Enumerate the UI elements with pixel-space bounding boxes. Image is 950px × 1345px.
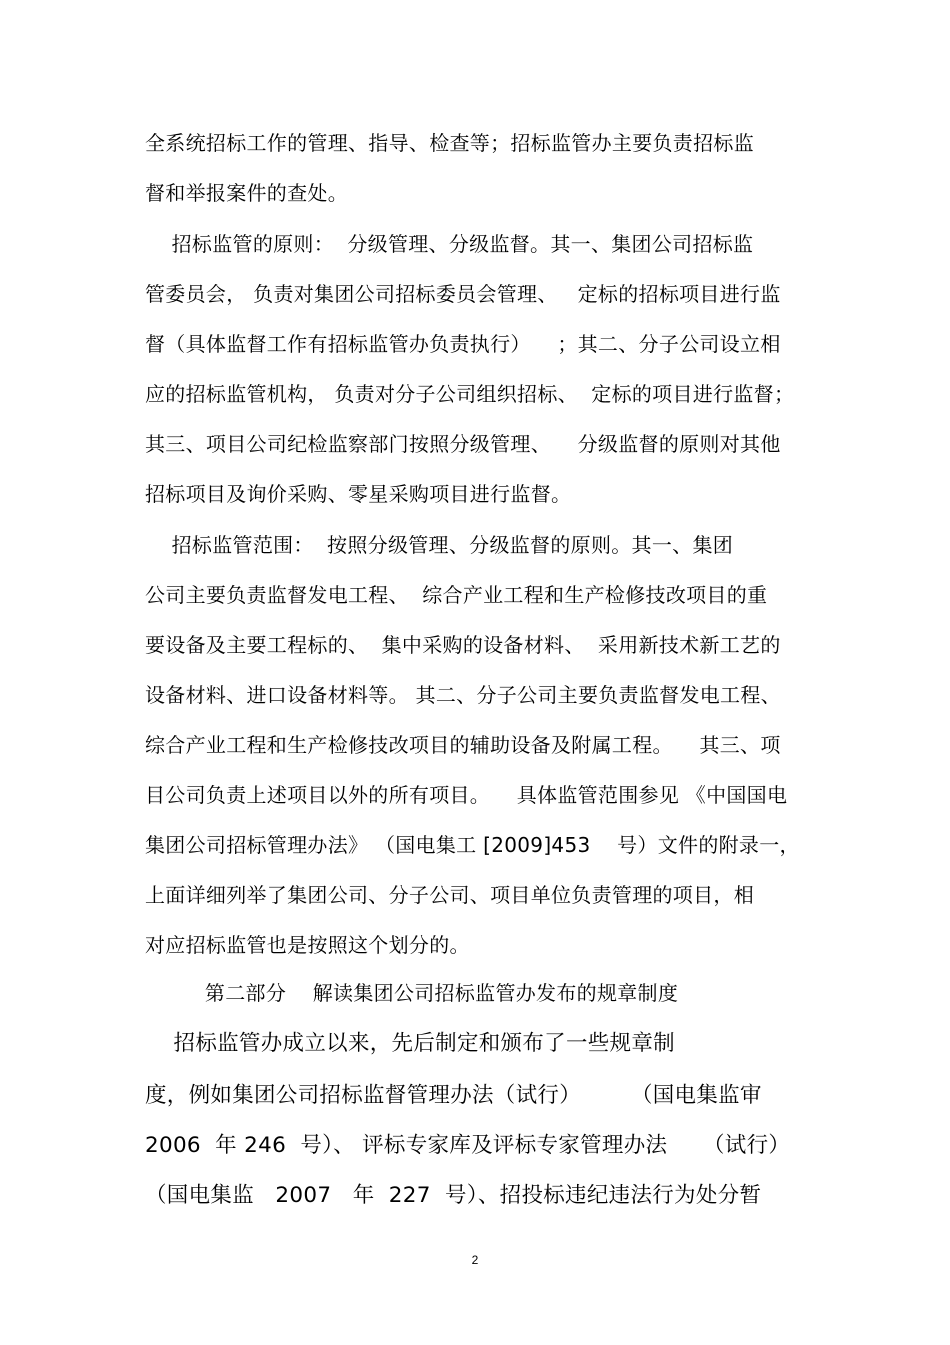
text-line-1: 全系统招标工作的管理、指导、检查等；招标监管办主要负责招标监 bbox=[145, 131, 754, 155]
text-line-4: 管委员会， 负责对集团公司招标委员会管理、 定标的招标项目进行监 bbox=[145, 282, 781, 306]
text-line-5: 督（具体监督工作有招标监管办负责执行） ；其二、分子公司设立相 bbox=[145, 332, 781, 356]
text-line-11: 要设备及主要工程标的、 集中采购的设备材料、 采用新技术新工艺的 bbox=[145, 633, 781, 657]
text-line-2: 督和举报案件的查处。 bbox=[145, 181, 348, 205]
text-line-20: 度，例如集团公司招标监督管理办法（试行） （国电集监审 bbox=[145, 1083, 762, 1108]
text-line-16: 上面详细列举了集团公司、分子公司、项目单位负责管理的项目，相 bbox=[145, 883, 754, 907]
text-line-3: 招标监管的原则： 分级管理、分级监督。其一、集团公司招标监 bbox=[145, 232, 754, 256]
text-line-8: 招标项目及询价采购、零星采购项目进行监督。 bbox=[145, 482, 572, 506]
text-line-19: 招标监管办成立以来，先后制定和颁布了一些规章制 bbox=[145, 1031, 675, 1056]
text-line-7: 其三、项目公司纪检监察部门按照分级管理、 分级监督的原则对其他 bbox=[145, 432, 781, 456]
text-line-22: （国电集监 2007 年 227 号）、招投标违纪违法行为处分暂 bbox=[145, 1183, 762, 1208]
text-line-17: 对应招标监管也是按照这个划分的。 bbox=[145, 933, 470, 957]
text-line-14: 目公司负责上述项目以外的所有项目。 具体监管范围参见 《中国国电 bbox=[145, 783, 788, 807]
text-line-9: 招标监管范围： 按照分级管理、分级监督的原则。其一、集团 bbox=[145, 533, 734, 557]
page-number: 2 bbox=[471, 1253, 479, 1267]
section-heading: 第二部分 解读集团公司招标监管办发布的规章制度 bbox=[145, 981, 679, 1005]
text-line-10: 公司主要负责监督发电工程、 综合产业工程和生产检修技改项目的重 bbox=[145, 583, 768, 607]
text-line-15: 集团公司招标管理办法》 （国电集工 [2009]453 号）文件的附录一， bbox=[145, 833, 800, 857]
text-line-13: 综合产业工程和生产检修技改项目的辅助设备及附属工程。 其三、项 bbox=[145, 733, 781, 757]
text-line-12: 设备材料、进口设备材料等。 其二、分子公司主要负责监督发电工程、 bbox=[145, 683, 781, 707]
text-line-6: 应的招标监管机构， 负责对分子公司组织招标、 定标的项目进行监督； bbox=[145, 382, 795, 406]
text-line-21: 2006 年 246 号）、 评标专家库及评标专家管理办法 （试行） bbox=[145, 1133, 791, 1158]
